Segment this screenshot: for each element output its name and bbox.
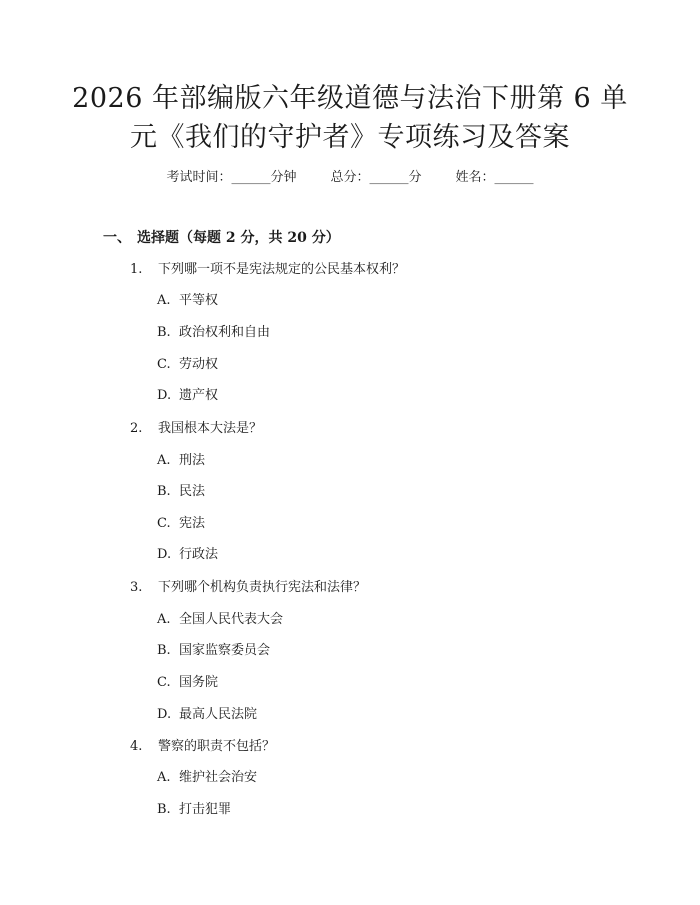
section-title: 选择题（每题 2 分，共 20 分） <box>137 230 340 246</box>
section-heading <box>103 228 340 248</box>
option-letter: B. <box>157 484 171 499</box>
exam-score-label: 总分：______分 <box>330 170 422 185</box>
option-text: 政治权利和自由 <box>179 325 271 340</box>
option-2-d <box>157 545 218 565</box>
option-letter: D. <box>157 547 172 562</box>
option-3-d <box>157 705 257 725</box>
question-text: 我国根本大法是？ <box>158 421 263 436</box>
option-3-b <box>157 641 270 661</box>
option-letter: B. <box>157 325 171 340</box>
question-number: 3. <box>130 580 143 595</box>
exam-info <box>0 168 700 188</box>
option-text: 民法 <box>179 484 206 499</box>
option-letter: A. <box>157 293 171 308</box>
option-1-d <box>157 386 218 406</box>
option-text: 国务院 <box>179 675 219 690</box>
question-number: 4. <box>130 739 143 754</box>
question-2 <box>130 419 262 439</box>
option-1-b <box>157 323 270 343</box>
question-number: 2. <box>130 421 143 436</box>
option-4-b <box>157 800 231 820</box>
option-letter: B. <box>157 802 171 817</box>
option-letter: C. <box>157 357 171 372</box>
option-2-a <box>157 451 205 471</box>
option-text: 国家监察委员会 <box>179 643 271 658</box>
document-title-line-1: 2026 年部编版六年级道德与法治下册第 6 单 <box>72 83 628 114</box>
option-letter: B. <box>157 643 171 658</box>
option-1-a <box>157 291 218 311</box>
option-letter: D. <box>157 388 172 403</box>
option-text: 刑法 <box>179 453 206 468</box>
option-2-b <box>157 482 205 502</box>
question-text: 警察的职责不包括？ <box>158 739 276 754</box>
option-text: 打击犯罪 <box>179 802 232 817</box>
option-text: 遗产权 <box>179 388 219 403</box>
section-number: 一、 <box>103 230 131 246</box>
option-text: 维护社会治安 <box>179 770 258 785</box>
option-text: 平等权 <box>179 293 219 308</box>
document-title-line-2: 元《我们的守护者》专项练习及答案 <box>130 122 570 153</box>
option-text: 行政法 <box>179 547 219 562</box>
question-4 <box>130 737 275 757</box>
question-text: 下列哪个机构负责执行宪法和法律？ <box>158 580 367 595</box>
option-letter: D. <box>157 707 172 722</box>
exam-name-label: 姓名：______ <box>455 170 534 185</box>
question-text: 下列哪一项不是宪法规定的公民基本权利？ <box>158 262 406 277</box>
exam-time-label: 考试时间：______分钟 <box>166 170 297 185</box>
option-text: 劳动权 <box>179 357 219 372</box>
option-text: 最高人民法院 <box>179 707 258 722</box>
option-text: 全国人民代表大会 <box>179 612 284 627</box>
option-letter: A. <box>157 770 171 785</box>
option-text: 宪法 <box>179 516 206 531</box>
option-letter: C. <box>157 516 171 531</box>
option-2-c <box>157 514 205 534</box>
option-letter: A. <box>157 612 171 627</box>
option-letter: A. <box>157 453 171 468</box>
option-3-c <box>157 673 218 693</box>
option-4-a <box>157 768 257 788</box>
option-1-c <box>157 355 218 375</box>
question-1 <box>130 260 405 280</box>
option-3-a <box>157 610 283 630</box>
question-number: 1. <box>130 262 143 277</box>
option-letter: C. <box>157 675 171 690</box>
question-3 <box>130 578 366 598</box>
